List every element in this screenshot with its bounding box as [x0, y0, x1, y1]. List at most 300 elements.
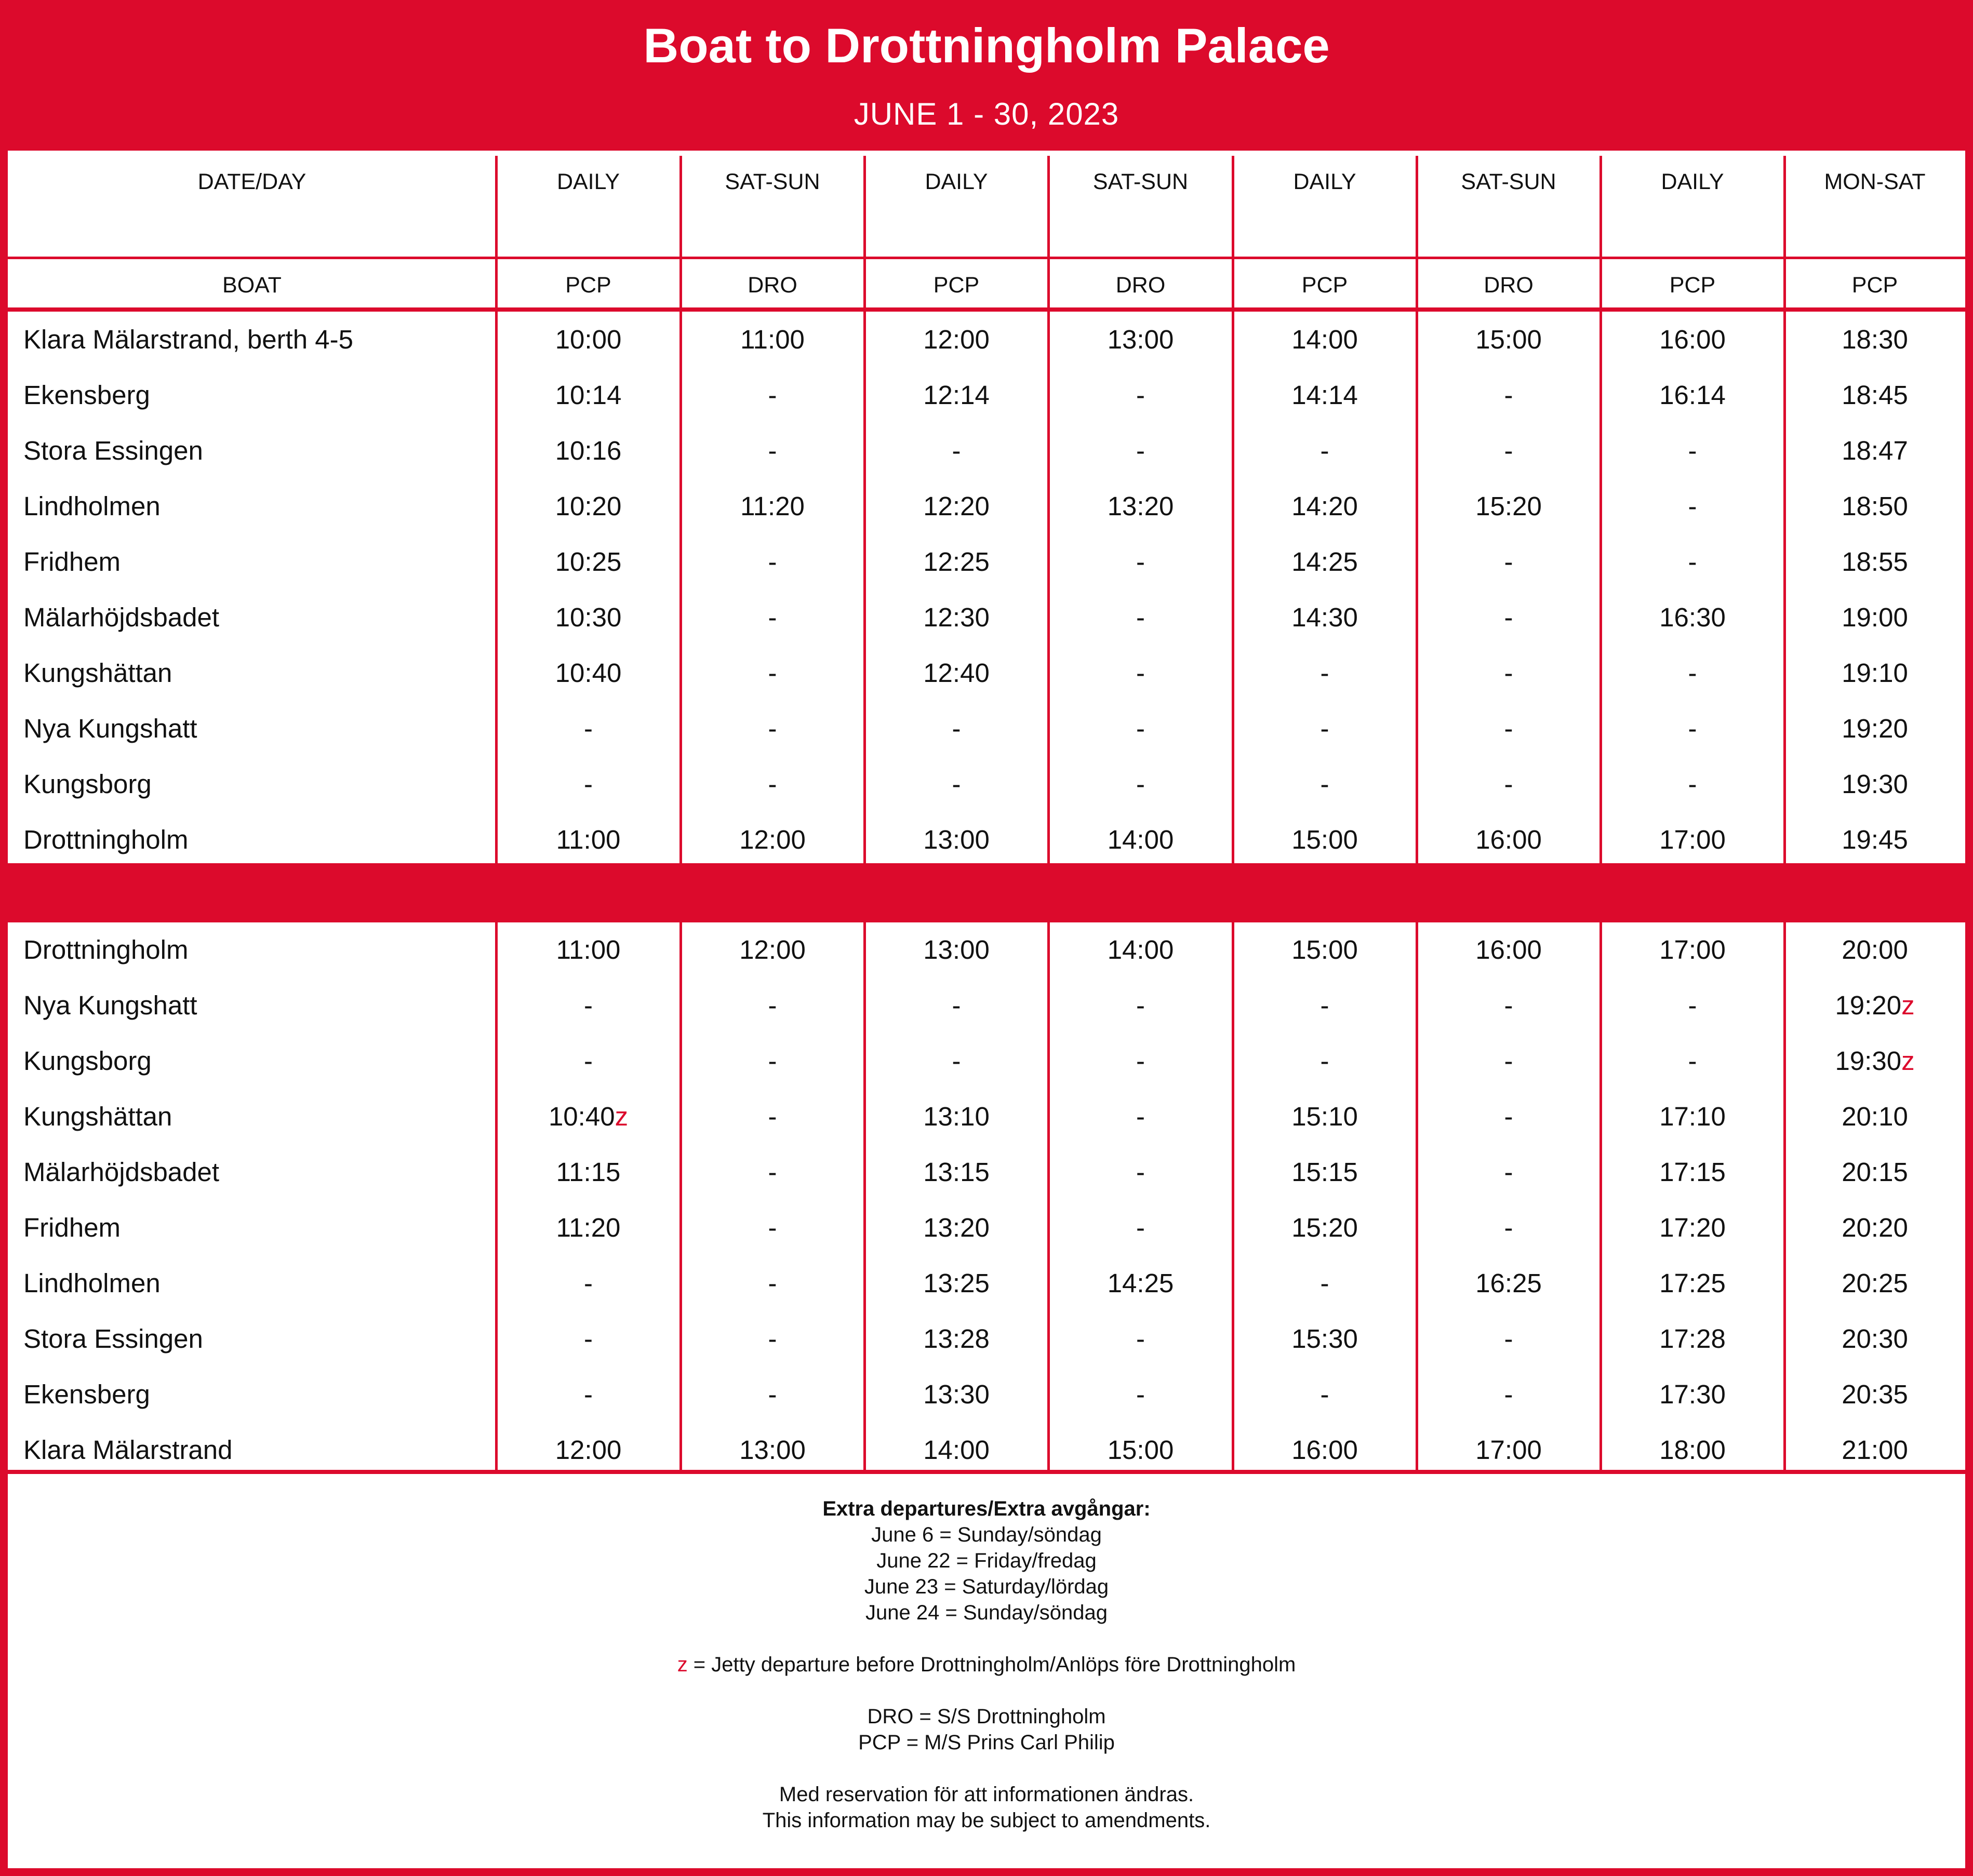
- departure-time: [681, 423, 864, 478]
- time-value: 12:40: [923, 658, 990, 688]
- time-value: 10:40: [548, 1102, 615, 1131]
- time-value: -: [1688, 547, 1697, 577]
- time-value: 13:00: [1107, 325, 1174, 354]
- time-value: 18:30: [1842, 325, 1908, 354]
- time-value: 10:25: [555, 547, 622, 577]
- time-value: -: [1504, 436, 1513, 465]
- time-value: 19:20: [1842, 714, 1908, 743]
- departure-time: [1417, 922, 1601, 977]
- departure-time: [681, 1144, 864, 1200]
- departure-time: [1048, 367, 1233, 423]
- departure-time: [1601, 1255, 1784, 1311]
- time-value: 14:14: [1291, 380, 1358, 410]
- time-value: 15:00: [1107, 1435, 1174, 1465]
- boat-column-header: PCP: [1669, 273, 1716, 298]
- time-value: -: [1320, 1046, 1329, 1076]
- time-value: -: [1320, 1379, 1329, 1409]
- time-value: 11:00: [740, 325, 805, 354]
- departure-time: [1048, 589, 1233, 645]
- time-value: 18:00: [1659, 1435, 1726, 1465]
- departure-time: [1784, 1089, 1965, 1144]
- time-value: 11:20: [556, 1213, 621, 1242]
- time-value: 17:28: [1659, 1324, 1726, 1354]
- departure-time: [864, 1366, 1048, 1422]
- departure-time: [1601, 645, 1784, 701]
- time-value: 13:00: [923, 825, 990, 854]
- time-value: -: [1136, 602, 1145, 632]
- time-value: 15:00: [1475, 325, 1542, 354]
- departure-time: [1048, 312, 1233, 367]
- departure-time: [1233, 312, 1417, 367]
- time-value: 17:00: [1475, 1435, 1542, 1465]
- z-marker: z: [1901, 1046, 1915, 1076]
- departure-time: [1048, 922, 1233, 977]
- time-value: -: [768, 1379, 777, 1409]
- day-column-header: SAT-SUN: [1461, 169, 1556, 194]
- departure-time: [496, 1255, 681, 1311]
- time-value: 19:20: [1835, 990, 1902, 1020]
- time-value: 16:00: [1475, 825, 1542, 854]
- time-value: -: [584, 1324, 593, 1354]
- section-divider-band: [0, 863, 1973, 922]
- departure-time: [1233, 1366, 1417, 1422]
- departure-time: [681, 1366, 864, 1422]
- departure-time: [1601, 534, 1784, 589]
- stop-name: Fridhem: [23, 547, 121, 577]
- time-value: 11:20: [740, 491, 805, 521]
- time-value: 15:20: [1291, 1213, 1358, 1242]
- departure-time: [496, 1033, 681, 1089]
- departure-time: [681, 645, 864, 701]
- departure-time: [681, 701, 864, 756]
- departure-time: [1601, 1422, 1784, 1478]
- column-divider: [679, 922, 682, 1472]
- departure-time: [1784, 812, 1965, 867]
- stop-name: Lindholmen: [23, 1268, 161, 1298]
- time-value: 16:30: [1659, 602, 1726, 632]
- time-value: 16:00: [1291, 1435, 1358, 1465]
- time-value: 16:25: [1475, 1268, 1542, 1298]
- time-value: -: [1688, 1046, 1697, 1076]
- departure-time: [1784, 1422, 1965, 1478]
- departure-time: [681, 534, 864, 589]
- departure-time: [1601, 1144, 1784, 1200]
- departure-time: [1048, 1200, 1233, 1255]
- departure-time: [1417, 1200, 1601, 1255]
- stop-name: Kungsborg: [23, 769, 152, 799]
- time-value: -: [584, 1268, 593, 1298]
- stop-name: Ekensberg: [23, 380, 150, 410]
- departure-time: [496, 1200, 681, 1255]
- column-divider: [495, 922, 498, 1472]
- departure-time: [1784, 977, 1965, 1033]
- departure-time: [864, 645, 1048, 701]
- departure-time: [864, 1422, 1048, 1478]
- departure-time: [1784, 589, 1965, 645]
- time-value: 13:00: [923, 935, 990, 964]
- column-divider: [1047, 156, 1050, 865]
- departure-time: [1233, 1144, 1417, 1200]
- stop-name: Lindholmen: [23, 491, 161, 521]
- time-value: 17:20: [1659, 1213, 1726, 1242]
- departure-time: [1601, 1089, 1784, 1144]
- departure-time: [496, 1089, 681, 1144]
- stop-name: Stora Essingen: [23, 1324, 203, 1354]
- table-rule: [8, 257, 1965, 259]
- time-value: -: [1504, 602, 1513, 632]
- departure-time: [864, 478, 1048, 534]
- boat-column-header: DRO: [1115, 273, 1166, 298]
- departure-time: [1233, 1311, 1417, 1366]
- extra-departures-title: Extra departures/Extra avgångar:: [822, 1497, 1151, 1520]
- time-value: -: [1688, 436, 1697, 465]
- stop-name: Mälarhöjdsbadet: [23, 602, 220, 632]
- departure-time: [1601, 312, 1784, 367]
- time-value: -: [768, 990, 777, 1020]
- departure-time: [1048, 756, 1233, 812]
- column-divider: [1416, 922, 1418, 1472]
- departure-time: [1601, 1366, 1784, 1422]
- departure-time: [1417, 423, 1601, 478]
- departure-time: [1417, 1422, 1601, 1478]
- time-value: 11:00: [556, 935, 621, 964]
- stop-name: Nya Kungshatt: [23, 990, 197, 1020]
- departure-time: [681, 922, 864, 977]
- column-divider: [1047, 922, 1050, 1472]
- time-value: 14:25: [1107, 1268, 1174, 1298]
- time-value: -: [1688, 990, 1697, 1020]
- time-value: 17:25: [1659, 1268, 1726, 1298]
- time-value: 17:30: [1659, 1379, 1726, 1409]
- departure-time: [1784, 701, 1965, 756]
- time-value: -: [1136, 769, 1145, 799]
- departure-time: [864, 312, 1048, 367]
- stop-name: Stora Essingen: [23, 436, 203, 465]
- table-rule: [8, 1470, 1965, 1474]
- departure-time: [1417, 756, 1601, 812]
- time-value: -: [584, 990, 593, 1020]
- departure-time: [1233, 1089, 1417, 1144]
- time-value: 15:00: [1291, 825, 1358, 854]
- departure-time: [1784, 367, 1965, 423]
- column-divider: [1416, 156, 1418, 865]
- departure-time: [1233, 1422, 1417, 1478]
- departure-time: [864, 367, 1048, 423]
- departure-time: [1233, 1255, 1417, 1311]
- departure-time: [496, 1366, 681, 1422]
- time-value: 13:10: [923, 1102, 990, 1131]
- departure-time: [681, 589, 864, 645]
- departure-time: [1048, 423, 1233, 478]
- departure-time: [1601, 922, 1784, 977]
- departure-time: [496, 478, 681, 534]
- time-value: 21:00: [1842, 1435, 1908, 1465]
- departure-time: [1233, 812, 1417, 867]
- departure-time: [1601, 812, 1784, 867]
- day-column-header: SAT-SUN: [725, 169, 820, 194]
- day-column-header: MON-SAT: [1824, 169, 1926, 194]
- departure-time: [496, 701, 681, 756]
- time-value: -: [768, 658, 777, 688]
- time-value: 17:00: [1659, 935, 1726, 964]
- time-value: -: [1504, 769, 1513, 799]
- time-value: -: [1320, 769, 1329, 799]
- departure-time: [1048, 812, 1233, 867]
- time-value: -: [768, 1324, 777, 1354]
- departure-time: [1601, 1033, 1784, 1089]
- column-divider: [863, 922, 866, 1472]
- time-value: -: [1136, 1213, 1145, 1242]
- time-value: -: [1136, 1324, 1145, 1354]
- departure-time: [681, 812, 864, 867]
- departure-time: [681, 1033, 864, 1089]
- time-value: -: [1688, 714, 1697, 743]
- departure-time: [1784, 423, 1965, 478]
- time-value: -: [952, 436, 961, 465]
- departure-time: [1048, 1255, 1233, 1311]
- time-value: -: [768, 1213, 777, 1242]
- time-value: -: [1504, 714, 1513, 743]
- departure-time: [1417, 1366, 1601, 1422]
- departure-time: [1601, 478, 1784, 534]
- disclaimer-line: This information may be subject to amendments.: [762, 1809, 1211, 1832]
- extra-date: June 23 = Saturday/lördag: [864, 1575, 1109, 1598]
- time-value: 14:00: [923, 1435, 990, 1465]
- time-value: -: [1136, 1102, 1145, 1131]
- time-value: 13:20: [1107, 491, 1174, 521]
- time-value: 14:20: [1291, 491, 1358, 521]
- departure-time: [1417, 977, 1601, 1033]
- time-value: 17:10: [1659, 1102, 1726, 1131]
- departure-time: [681, 756, 864, 812]
- time-value: -: [584, 714, 593, 743]
- stop-name: Nya Kungshatt: [23, 714, 197, 743]
- column-divider: [679, 156, 682, 865]
- departure-time: [1233, 367, 1417, 423]
- z-marker: z: [1901, 990, 1915, 1020]
- time-value: 13:28: [923, 1324, 990, 1354]
- departure-time: [1417, 645, 1601, 701]
- departure-time: [1417, 1311, 1601, 1366]
- time-value: 15:00: [1291, 935, 1358, 964]
- time-value: -: [1136, 1379, 1145, 1409]
- departure-time: [1601, 1200, 1784, 1255]
- stop-name: Klara Mälarstrand, berth 4-5: [23, 325, 353, 354]
- time-value: 13:00: [739, 1435, 806, 1465]
- departure-time: [1233, 756, 1417, 812]
- departure-time: [864, 1255, 1048, 1311]
- z-symbol: z: [677, 1653, 688, 1676]
- time-value: 12:00: [739, 935, 806, 964]
- departure-time: [681, 1255, 864, 1311]
- day-column-header: DAILY: [925, 169, 988, 194]
- departure-time: [1048, 701, 1233, 756]
- departure-time: [1233, 1200, 1417, 1255]
- time-value: -: [952, 990, 961, 1020]
- departure-time: [1417, 478, 1601, 534]
- extra-date: June 24 = Sunday/söndag: [865, 1601, 1108, 1624]
- departure-time: [681, 478, 864, 534]
- column-divider: [1783, 922, 1786, 1472]
- departure-time: [1417, 1089, 1601, 1144]
- time-value: -: [1136, 990, 1145, 1020]
- departure-time: [496, 589, 681, 645]
- stop-name: Ekensberg: [23, 1379, 150, 1409]
- time-value: -: [768, 547, 777, 577]
- time-value: -: [768, 1268, 777, 1298]
- time-value: -: [1688, 769, 1697, 799]
- departure-time: [496, 1144, 681, 1200]
- time-value: -: [768, 380, 777, 410]
- departure-time: [1417, 1144, 1601, 1200]
- departure-time: [1048, 1144, 1233, 1200]
- departure-time: [1784, 312, 1965, 367]
- time-value: -: [1320, 714, 1329, 743]
- departure-time: [681, 1311, 864, 1366]
- time-value: -: [1688, 491, 1697, 521]
- departure-time: [1417, 312, 1601, 367]
- time-value: 14:00: [1291, 325, 1358, 354]
- time-value: -: [952, 1046, 961, 1076]
- departure-time: [1784, 534, 1965, 589]
- boat-column-header: PCP: [565, 273, 611, 298]
- time-value: -: [584, 1379, 593, 1409]
- departure-time: [496, 645, 681, 701]
- departure-time: [1417, 701, 1601, 756]
- departure-time: [1048, 1089, 1233, 1144]
- time-value: -: [1136, 380, 1145, 410]
- departure-time: [1417, 589, 1601, 645]
- time-value: 20:00: [1842, 935, 1908, 964]
- time-value: 13:20: [923, 1213, 990, 1242]
- time-value: 14:30: [1291, 602, 1358, 632]
- time-value: 12:14: [923, 380, 990, 410]
- time-value: 13:25: [923, 1268, 990, 1298]
- time-value: 12:00: [555, 1435, 622, 1465]
- day-column-header: DAILY: [1293, 169, 1356, 194]
- departure-time: [1601, 756, 1784, 812]
- departure-time: [864, 1033, 1048, 1089]
- boat-column-header: PCP: [1301, 273, 1348, 298]
- extra-date: June 22 = Friday/fredag: [876, 1549, 1097, 1572]
- departure-time: [496, 367, 681, 423]
- time-value: -: [768, 769, 777, 799]
- departure-time: [1784, 478, 1965, 534]
- time-value: 15:30: [1291, 1324, 1358, 1354]
- time-value: 18:45: [1842, 380, 1908, 410]
- time-value: -: [1504, 380, 1513, 410]
- time-value: -: [1136, 436, 1145, 465]
- time-value: 10:20: [555, 491, 622, 521]
- time-value: 18:55: [1842, 547, 1908, 577]
- time-value: 11:15: [556, 1157, 621, 1187]
- departure-time: [681, 367, 864, 423]
- boat-column-header: PCP: [1851, 273, 1898, 298]
- time-value: 20:10: [1842, 1102, 1908, 1131]
- time-value: 20:35: [1842, 1379, 1908, 1409]
- time-value: 16:00: [1475, 935, 1542, 964]
- departure-time: [1048, 977, 1233, 1033]
- departure-time: [496, 423, 681, 478]
- time-value: 15:15: [1291, 1157, 1358, 1187]
- legend: [8, 1496, 1965, 1833]
- time-value: 12:00: [923, 325, 990, 354]
- column-divider: [1783, 156, 1786, 865]
- stop-name: Drottningholm: [23, 825, 189, 854]
- departure-time: [1233, 534, 1417, 589]
- boat-header: BOAT: [222, 273, 282, 298]
- time-value: 17:00: [1659, 825, 1726, 854]
- time-value: -: [1320, 1268, 1329, 1298]
- time-value: 12:30: [923, 602, 990, 632]
- departure-time: [1233, 589, 1417, 645]
- departure-time: [1048, 534, 1233, 589]
- departure-time: [1784, 1311, 1965, 1366]
- time-value: 10:40: [555, 658, 622, 688]
- time-value: 11:00: [556, 825, 621, 854]
- stop-name: Mälarhöjdsbadet: [23, 1157, 220, 1187]
- departure-time: [496, 1311, 681, 1366]
- departure-time: [864, 1089, 1048, 1144]
- time-value: -: [1688, 658, 1697, 688]
- departure-time: [1233, 478, 1417, 534]
- column-divider: [1232, 922, 1234, 1472]
- time-value: 13:30: [923, 1379, 990, 1409]
- departure-time: [1601, 423, 1784, 478]
- time-value: 14:00: [1107, 935, 1174, 964]
- departure-time: [1048, 478, 1233, 534]
- departure-time: [1048, 1366, 1233, 1422]
- time-value: 18:47: [1842, 436, 1908, 465]
- departure-time: [864, 534, 1048, 589]
- departure-time: [864, 756, 1048, 812]
- stop-name: Kungshättan: [23, 658, 172, 688]
- departure-time: [1048, 1311, 1233, 1366]
- time-value: 12:20: [923, 491, 990, 521]
- boat-column-header: DRO: [1484, 273, 1534, 298]
- time-value: 10:14: [555, 380, 622, 410]
- day-column-header: DAILY: [556, 169, 620, 194]
- departure-time: [1417, 534, 1601, 589]
- time-value: -: [1504, 547, 1513, 577]
- time-value: 18:50: [1842, 491, 1908, 521]
- departure-time: [1233, 423, 1417, 478]
- departure-time: [1417, 1255, 1601, 1311]
- departure-time: [681, 977, 864, 1033]
- time-value: -: [952, 714, 961, 743]
- day-column-header: DAILY: [1661, 169, 1724, 194]
- time-value: -: [952, 769, 961, 799]
- time-value: -: [768, 714, 777, 743]
- departure-time: [1048, 645, 1233, 701]
- departure-time: [864, 922, 1048, 977]
- departure-time: [864, 812, 1048, 867]
- column-divider: [1599, 156, 1602, 865]
- time-value: -: [584, 1046, 593, 1076]
- time-value: -: [1504, 1102, 1513, 1131]
- time-value: -: [1320, 990, 1329, 1020]
- time-value: -: [1504, 1324, 1513, 1354]
- time-value: 10:00: [555, 325, 622, 354]
- departure-time: [1601, 977, 1784, 1033]
- time-value: -: [1320, 436, 1329, 465]
- time-value: 16:14: [1659, 380, 1726, 410]
- boat-column-header: DRO: [748, 273, 797, 298]
- time-value: -: [768, 1102, 777, 1131]
- departure-time: [1233, 701, 1417, 756]
- stop-name: Drottningholm: [23, 935, 189, 964]
- departure-time: [864, 1144, 1048, 1200]
